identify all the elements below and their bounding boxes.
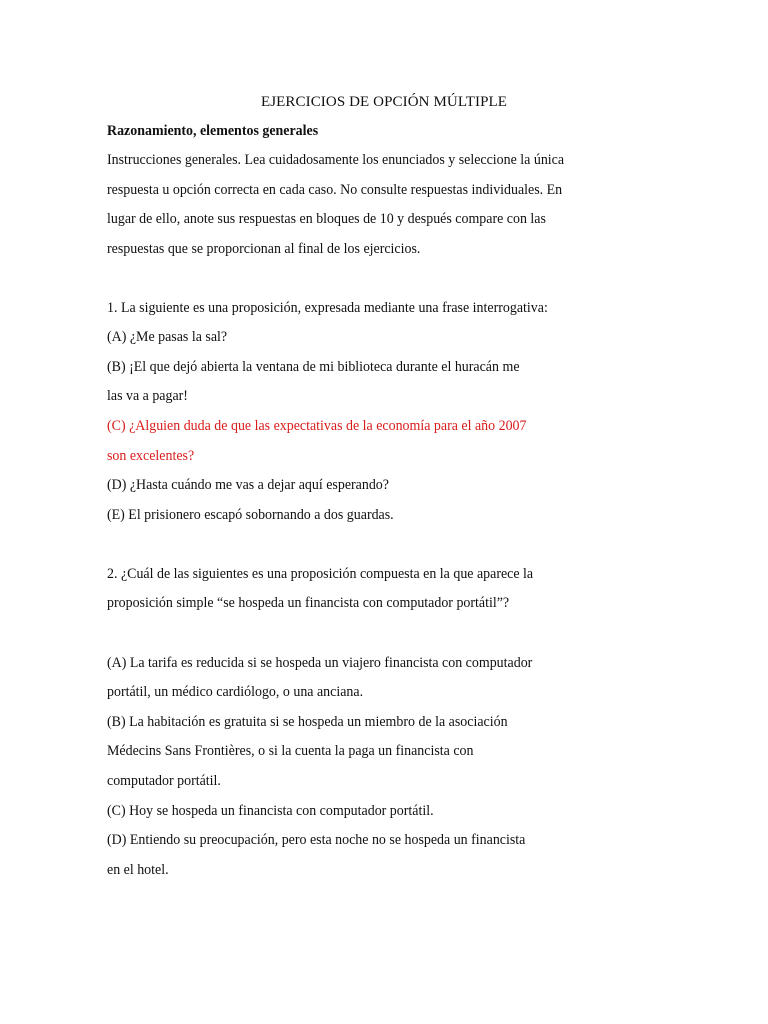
- question-2-option-d-line-2: en el hotel.: [107, 862, 169, 878]
- question-1-option-b-line-2: las va a pagar!: [107, 388, 188, 404]
- question-1-option-e: (E) El prisionero escapó sobornando a dos guardas.: [107, 507, 394, 523]
- question-1-option-b-line-1: (B) ¡El que dejó abierta la ventana de mi biblioteca durante el huracán me: [107, 359, 520, 375]
- question-2-option-a-line-1: (A) La tarifa es reducida si se hospeda un viajero financista con computador: [107, 655, 533, 671]
- question-2-text-line-1: 2. ¿Cuál de las siguientes es una proposición compuesta en la que aparece la: [107, 566, 534, 582]
- instructions-line-3: lugar de ello, anote sus respuestas en bloques de 10 y después compare con las: [107, 211, 546, 227]
- question-2-option-b-line-3: computador portátil.: [107, 773, 221, 789]
- instructions-line-4: respuestas que se proporcionan al final de los ejercicios.: [107, 241, 421, 257]
- document-subtitle: Razonamiento, elementos generales: [107, 123, 319, 139]
- document-title: EJERCICIOS DE OPCIÓN MÚLTIPLE: [260, 94, 508, 110]
- question-2-option-c: (C) Hoy se hospeda un financista con computador portátil.: [107, 803, 434, 819]
- question-2-option-b-line-2: Médecins Sans Frontières, o si la cuenta la paga un financista con: [107, 743, 474, 759]
- question-1-option-a: (A) ¿Me pasas la sal?: [107, 329, 228, 345]
- question-2-text-line-2: proposición simple “se hospeda un financista con computador portátil”?: [107, 595, 510, 611]
- question-2-option-b-line-1: (B) La habitación es gratuita si se hospeda un miembro de la asociación: [107, 714, 508, 730]
- instructions-line-1: Instrucciones generales. Lea cuidadosamente los enunciados y seleccione la única: [107, 152, 565, 168]
- question-2-option-d-line-1: (D) Entiendo su preocupación, pero esta noche no se hospeda un financista: [107, 832, 526, 848]
- question-1-option-d: (D) ¿Hasta cuándo me vas a dejar aquí esperando?: [107, 477, 389, 493]
- question-1-option-c-line-2: son excelentes?: [107, 448, 195, 464]
- question-1-text: 1. La siguiente es una proposición, expresada mediante una frase interrogativa:: [107, 300, 548, 316]
- question-1-option-c-line-1: (C) ¿Alguien duda de que las expectativas de la economía para el año 2007: [107, 418, 527, 434]
- question-2-option-a-line-2: portátil, un médico cardiólogo, o una anciana.: [107, 684, 364, 700]
- instructions-line-2: respuesta u opción correcta en cada caso. No consulte respuestas individuales. En: [107, 182, 563, 198]
